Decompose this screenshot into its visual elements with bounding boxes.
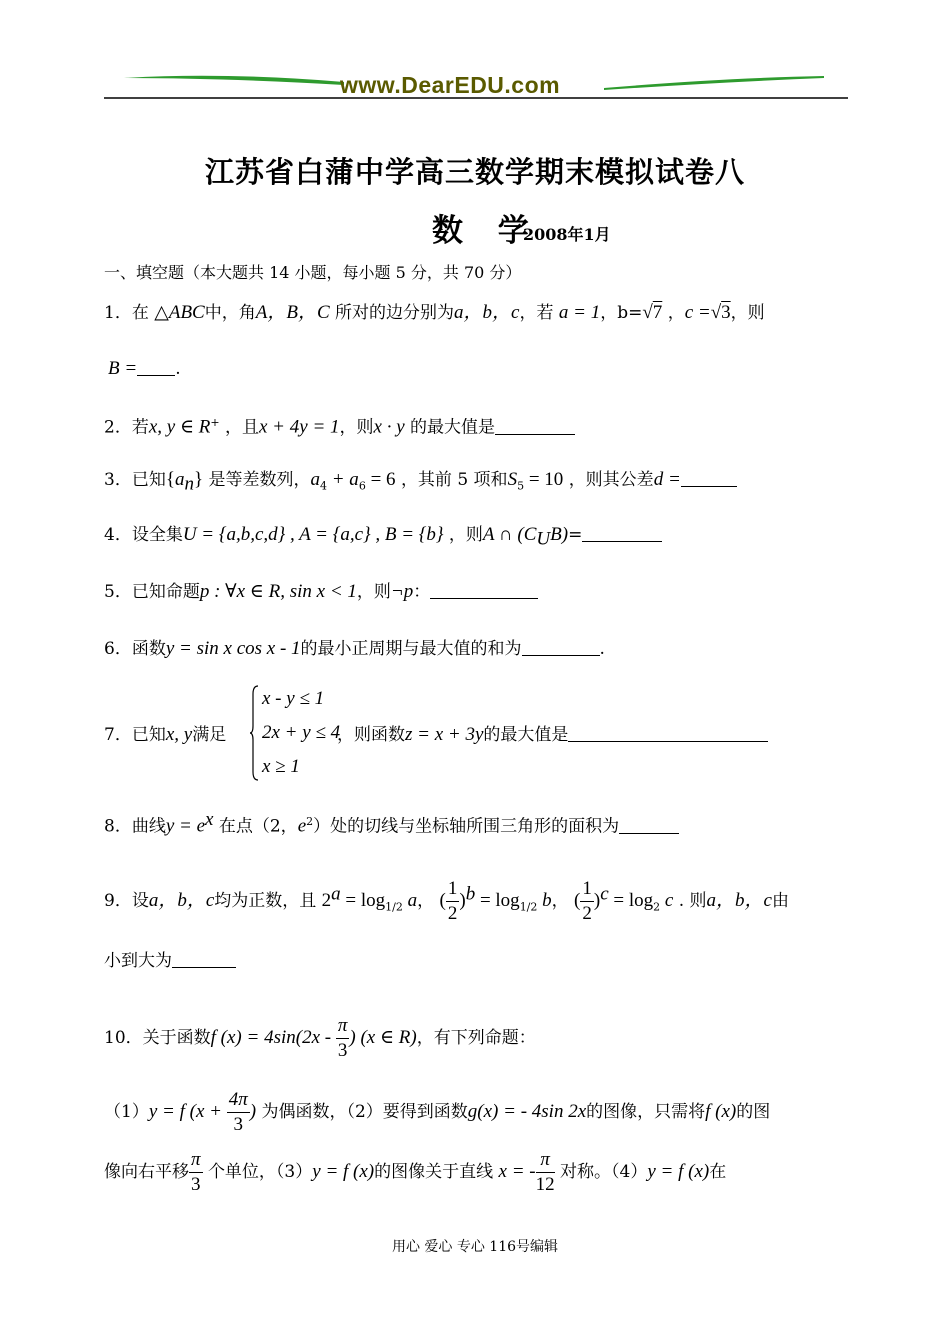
answer-blank[interactable]	[619, 817, 679, 834]
constraint-3: x ≥ 1	[262, 756, 300, 777]
constraint-2: 2x + y ≤ 4	[262, 722, 341, 743]
system-brace	[250, 684, 254, 782]
question-7: 7．已知x, y满足 ，则函数z = x + 3y的最大值是	[104, 722, 768, 748]
question-8: 8．曲线$y = e^x$ 在点（2，$e^2$）处的切线与坐标轴所围三角形的面积为	[104, 807, 679, 840]
page-footer: 用心 爱心 专心 116号编辑	[391, 1239, 559, 1255]
question-1-answer-line: B = .	[108, 358, 181, 379]
question-1: 1．在 △ABC中，角A，B，C 所对的边分别为a，b，c，若 a = 1，b=√7 ，c =√3，则	[104, 302, 765, 323]
question-4: 4．设全集U = {a,b,c,d} , A = {a,c} , B = {b} ，则A ∩ $(C_UB)=$	[104, 522, 662, 552]
exam-date: 2008年1月	[523, 225, 611, 244]
question-5: 5．已知命题p : ∀x ∈ R, sin x < 1，则¬p：	[104, 579, 538, 605]
answer-blank[interactable]	[430, 582, 538, 599]
constraint-1: x - y ≤ 1	[262, 688, 325, 709]
subject-heading: 数 学	[432, 213, 541, 249]
answer-blank[interactable]	[137, 359, 175, 376]
question-10-statement-1-2: （1）y = f (x + $\frac{4\pi}{3}$ ) 为偶函数，（2）要得到函数g(x) = - 4sin 2x的图像，只需将f (x)的图	[104, 1089, 771, 1135]
section-heading: 一、填空题（本大题共 14 小题，每小题 5 分，共 70 分）	[104, 263, 522, 282]
site-banner	[104, 68, 848, 102]
question-6: 6．函数y = sin x cos x - 1的最小正周期与最大值的和为 .	[104, 638, 605, 659]
answer-blank[interactable]	[172, 951, 236, 968]
answer-blank[interactable]	[681, 470, 737, 487]
question-9-line-2: 小到大为	[104, 948, 236, 974]
question-2: 2．若x, y ∈ R+ ，且x + 4y = 1，则x · y 的最大值是	[104, 410, 575, 441]
answer-blank[interactable]	[495, 418, 575, 435]
answer-blank[interactable]	[522, 639, 600, 656]
question-10-statement-3-4: 像向右平移 $\frac{\pi}{3}$ 个单位，（3）y = f (x)的图像关于直线 x = - $\frac{\pi}{12}$ 对称。（4）y = f (x)在	[104, 1149, 727, 1195]
answer-blank[interactable]	[582, 525, 662, 542]
answer-blank[interactable]	[568, 725, 768, 742]
question-9: 9．设a，b，c均为正数，且 $2^a = \log_{1/2} a$， ( $\frac{1}{2}$ )$^b = \log_{1/2} b$， ( $\frac{1}{2}$ )$^c = \log_2 c$ . 则a，b，c由	[104, 878, 789, 924]
question-10: 10．关于函数f (x) = 4sin(2x - $\frac{\pi}{3}$ ) (x ∈ R)，有下列命题：	[104, 1015, 536, 1061]
site-logo-text: www.DearEDU.com	[340, 72, 561, 98]
question-3: 3．已知$\{a_n\}$ 是等差数列，$a_4 + a_6 = 6$ ，其前 5 项和$S_5 = 10$ ，则其公差d =	[104, 467, 737, 499]
page-title: 江苏省白蒲中学高三数学期末模拟试卷八	[204, 155, 745, 189]
